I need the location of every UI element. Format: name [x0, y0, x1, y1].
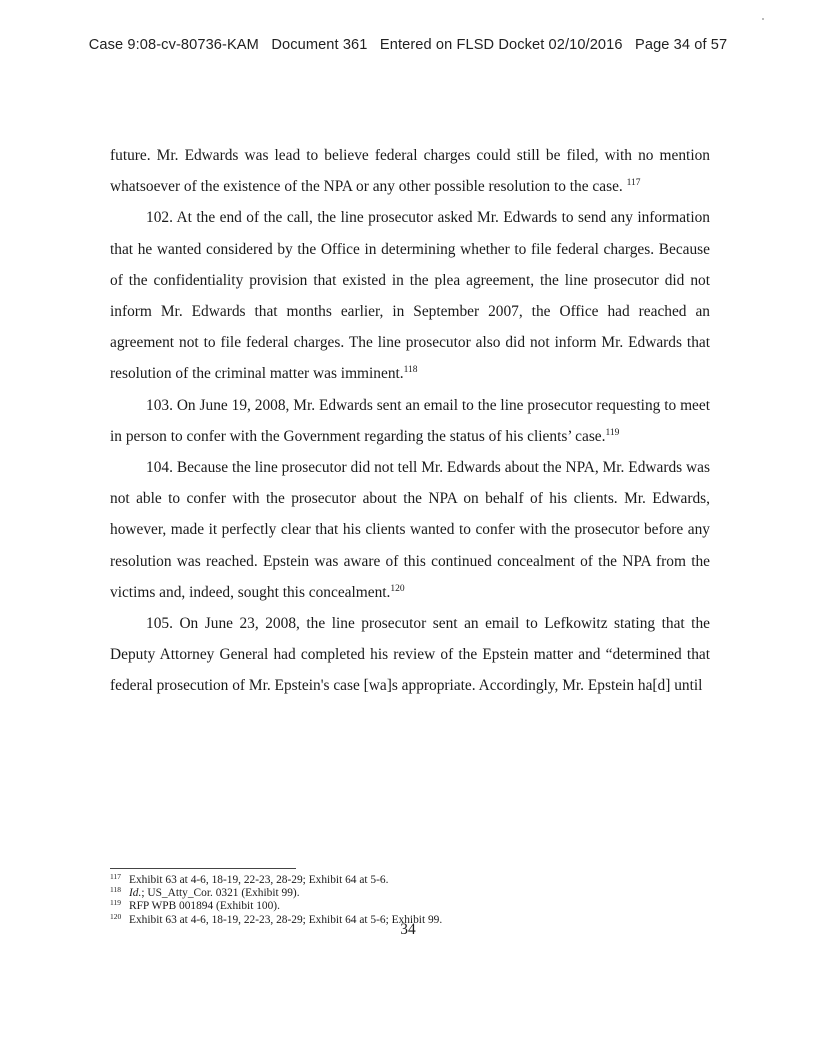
document-body [110, 140, 710, 702]
footnote-ref-120: 120 [390, 583, 405, 594]
page-number: 34 [400, 921, 416, 938]
paragraph-text: 105. On June 23, 2008, the line prosecutor sent an email to Lefkowitz stating that the Deputy Attorney General had completed his review of the Epstein matter and “determined that federal prosecution of Mr. Epstein's case [wa]s appropriate. Accordingly, Mr. Epstein ha[d] until [110, 615, 710, 695]
footnote-number: 119 [110, 898, 121, 908]
footnotes [110, 874, 710, 927]
footnote-divider [110, 868, 296, 869]
paragraph-text: 102. At the end of the call, the line prosecutor asked Mr. Edwards to send any information that he wanted considered by the Office in determining whether to file federal charges. Because of the confidentiality provision that existed in the plea agreement, the line prosecutor did not inform Mr. Edwards that months earlier, in September 2007, the Office had reached an agreement not to file federal charges. The line prosecutor also did not inform Mr. Edwards that resolution of the criminal matter was imminent. [110, 209, 710, 383]
footnote-number: 118 [110, 885, 121, 895]
paragraph-104 [110, 452, 710, 608]
footnote-ref-119: 119 [605, 427, 620, 438]
footnote-text: RFP WPB 001894 (Exhibit 100). [129, 900, 280, 913]
court-filing-header: Case 9:08-cv-80736-KAM Document 361 Entered on FLSD Docket 02/10/2016 Page 34 of 57 [88, 37, 728, 53]
footnote-119 [110, 900, 710, 913]
footnote-text: Exhibit 63 at 4-6, 18-19, 22-23, 28-29; Exhibit 64 at 5-6. [129, 874, 389, 886]
paragraph-continued [110, 140, 710, 202]
paragraph-105 [110, 608, 710, 702]
footnote-number: 117 [110, 872, 121, 881]
footnote-number: 120 [110, 911, 122, 921]
footnote-text: Exhibit 63 at 4-6, 18-19, 22-23, 28-29; Exhibit 64 at 5-6; Exhibit 99. [129, 913, 443, 926]
footnote-117 [110, 874, 710, 887]
paragraph-103 [110, 390, 710, 452]
paragraph-text: future. Mr. Edwards was lead to believe federal charges could still be filed, with no mention whatsoever of the existence of the NPA or any other possible resolution to the case. [110, 147, 710, 196]
scan-artifact [762, 18, 764, 20]
footnote-118 [110, 887, 710, 900]
footnote-text: ; US_Atty_Cor. 0321 (Exhibit 99). [141, 887, 300, 900]
paragraph-102 [110, 202, 710, 389]
footnote-ref-117: 117 [626, 178, 641, 189]
paragraph-text: 103. On June 19, 2008, Mr. Edwards sent an email to the line prosecutor requesting to meet in person to confer with the Government regarding the status of his clients’ case. [110, 396, 710, 445]
paragraph-text: 104. Because the line prosecutor did not tell Mr. Edwards about the NPA, Mr. Edwards was not able to confer with the prosecutor about the NPA on behalf of his clients. Mr. Edwards, however, made it perfectly clear that his clients wanted to confer with the prosecutor before any resolution was reached. Epstein was aware of this continued concealment of the NPA from the victims and, indeed, sought this concealment. [110, 459, 710, 601]
footnote-ref-118: 118 [403, 365, 418, 376]
footnote-italic-id: Id. [129, 887, 142, 900]
